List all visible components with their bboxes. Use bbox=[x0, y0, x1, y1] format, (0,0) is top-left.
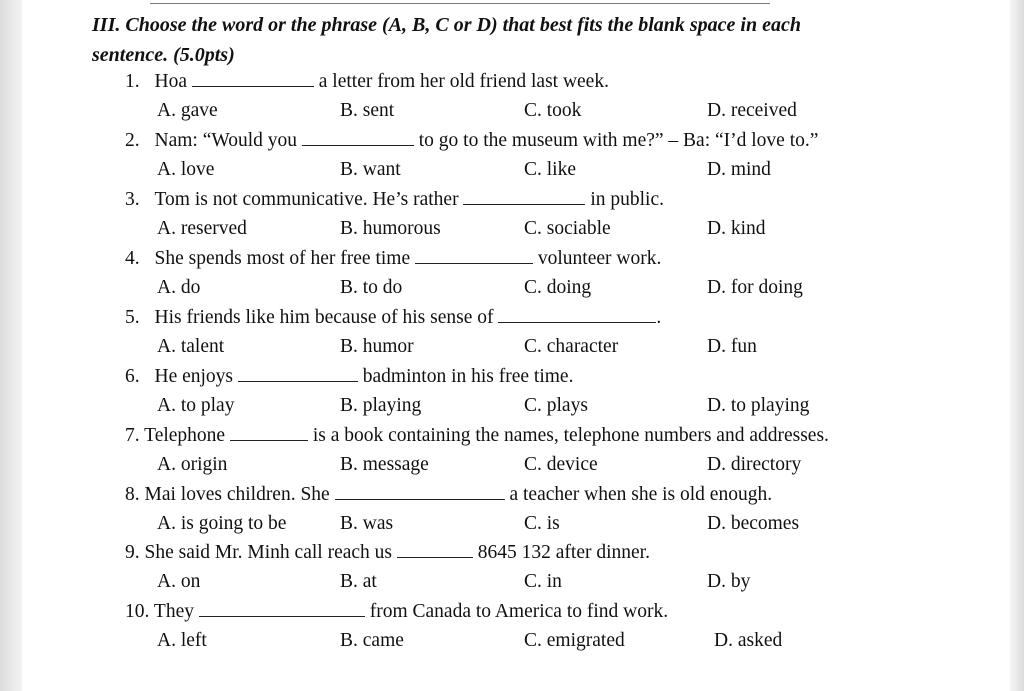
option-a[interactable]: A. left bbox=[157, 630, 207, 651]
question-text-before: Telephone bbox=[144, 425, 226, 446]
option-c[interactable]: C. is bbox=[524, 513, 560, 534]
answer-blank[interactable] bbox=[230, 424, 308, 441]
question-text-before: Hoa bbox=[154, 71, 187, 92]
question-text-after: volunteer work. bbox=[537, 248, 662, 269]
option-a[interactable]: A. do bbox=[157, 277, 201, 298]
answer-blank[interactable] bbox=[238, 365, 358, 382]
question-number: 6. bbox=[125, 366, 140, 387]
question-text-before: She said Mr. Minh call reach us bbox=[144, 542, 392, 563]
question-text-after: . bbox=[656, 307, 662, 328]
option-c[interactable]: C. doing bbox=[524, 277, 592, 298]
question-number: 2. bbox=[125, 130, 140, 151]
question-6 bbox=[125, 365, 573, 389]
answer-blank[interactable] bbox=[463, 188, 585, 205]
option-c[interactable]: C. sociable bbox=[524, 218, 611, 239]
option-b[interactable]: B. humorous bbox=[340, 218, 441, 239]
question-text-before: His friends like him because of his sense of bbox=[154, 307, 494, 328]
question-number: 5. bbox=[125, 307, 140, 328]
option-d[interactable]: D. to playing bbox=[707, 395, 810, 416]
question-number: 9. bbox=[125, 542, 140, 563]
answer-blank[interactable] bbox=[302, 129, 414, 146]
question-text-after: is a book containing the names, telephone numbers and addresses. bbox=[312, 425, 829, 446]
option-b[interactable]: B. sent bbox=[340, 100, 395, 121]
option-d[interactable]: D. mind bbox=[707, 159, 771, 180]
option-b[interactable]: B. to do bbox=[340, 277, 403, 298]
question-text-after: a letter from her old friend last week. bbox=[318, 71, 609, 92]
question-text-after: from Canada to America to find work. bbox=[369, 601, 669, 622]
option-b[interactable]: B. at bbox=[340, 571, 377, 592]
question-number: 4. bbox=[125, 248, 140, 269]
option-a[interactable]: A. talent bbox=[157, 336, 225, 357]
top-rule bbox=[150, 3, 770, 4]
option-d[interactable]: D. asked bbox=[714, 630, 783, 651]
answer-blank[interactable] bbox=[335, 483, 505, 500]
option-a[interactable]: A. origin bbox=[157, 454, 228, 475]
question-3 bbox=[125, 188, 664, 212]
question-text-before: Mai loves children. She bbox=[144, 484, 330, 505]
window-left-border bbox=[0, 0, 22, 691]
option-d[interactable]: D. becomes bbox=[707, 513, 800, 534]
question-text-after: in public. bbox=[590, 189, 664, 210]
question-8 bbox=[125, 483, 772, 507]
question-number: 10. bbox=[125, 601, 150, 622]
option-d[interactable]: D. by bbox=[707, 571, 751, 592]
option-a[interactable]: A. love bbox=[157, 159, 215, 180]
question-number: 7. bbox=[125, 425, 140, 446]
question-text-after: 8645 132 after dinner. bbox=[477, 542, 650, 563]
option-d[interactable]: D. received bbox=[707, 100, 797, 121]
question-text-before: She spends most of her free time bbox=[154, 248, 411, 269]
question-1 bbox=[125, 70, 609, 94]
option-c[interactable]: C. took bbox=[524, 100, 582, 121]
question-text-before: They bbox=[153, 601, 194, 622]
question-7 bbox=[125, 424, 829, 448]
option-a[interactable]: A. on bbox=[157, 571, 201, 592]
question-5 bbox=[125, 306, 661, 330]
question-text-after: badminton in his free time. bbox=[362, 366, 574, 387]
option-d[interactable]: D. for doing bbox=[707, 277, 803, 298]
window-right-border bbox=[1010, 0, 1024, 691]
answer-blank[interactable] bbox=[397, 541, 473, 558]
option-b[interactable]: B. playing bbox=[340, 395, 422, 416]
question-text-after: a teacher when she is old enough. bbox=[509, 484, 773, 505]
question-text-before: Nam: “Would you bbox=[154, 130, 297, 151]
answer-blank[interactable] bbox=[199, 600, 365, 617]
option-c[interactable]: C. plays bbox=[524, 395, 588, 416]
question-number: 1. bbox=[125, 71, 140, 92]
question-number: 8. bbox=[125, 484, 140, 505]
answer-blank[interactable] bbox=[415, 247, 533, 264]
question-4 bbox=[125, 247, 661, 271]
answer-blank[interactable] bbox=[498, 306, 656, 323]
answer-blank[interactable] bbox=[192, 70, 314, 87]
question-10 bbox=[125, 600, 668, 624]
section-heading bbox=[92, 10, 912, 70]
option-c[interactable]: C. device bbox=[524, 454, 598, 475]
option-b[interactable]: B. humor bbox=[340, 336, 414, 357]
option-b[interactable]: B. came bbox=[340, 630, 404, 651]
option-c[interactable]: C. like bbox=[524, 159, 576, 180]
option-c[interactable]: C. character bbox=[524, 336, 619, 357]
option-a[interactable]: A. is going to be bbox=[157, 513, 287, 534]
question-number: 3. bbox=[125, 189, 140, 210]
question-text-before: Tom is not communicative. He’s rather bbox=[154, 189, 459, 210]
option-b[interactable]: B. want bbox=[340, 159, 401, 180]
option-c[interactable]: C. in bbox=[524, 571, 562, 592]
option-d[interactable]: D. fun bbox=[707, 336, 757, 357]
option-d[interactable]: D. kind bbox=[707, 218, 766, 239]
question-9 bbox=[125, 541, 650, 565]
option-a[interactable]: A. gave bbox=[157, 100, 218, 121]
question-text-before: He enjoys bbox=[154, 366, 234, 387]
option-d[interactable]: D. directory bbox=[707, 454, 802, 475]
option-c[interactable]: C. emigrated bbox=[524, 630, 625, 651]
option-a[interactable]: A. to play bbox=[157, 395, 235, 416]
question-text-after: to go to the museum with me?” – Ba: “I’d love to.” bbox=[418, 130, 819, 151]
heading-line-2: sentence. (5.0pts) bbox=[92, 44, 235, 66]
option-a[interactable]: A. reserved bbox=[157, 218, 247, 239]
question-2 bbox=[125, 129, 818, 153]
option-b[interactable]: B. message bbox=[340, 454, 429, 475]
option-b[interactable]: B. was bbox=[340, 513, 394, 534]
heading-line-1: III. Choose the word or the phrase (A, B, C or D) that best fits the blank space in each bbox=[92, 14, 801, 36]
